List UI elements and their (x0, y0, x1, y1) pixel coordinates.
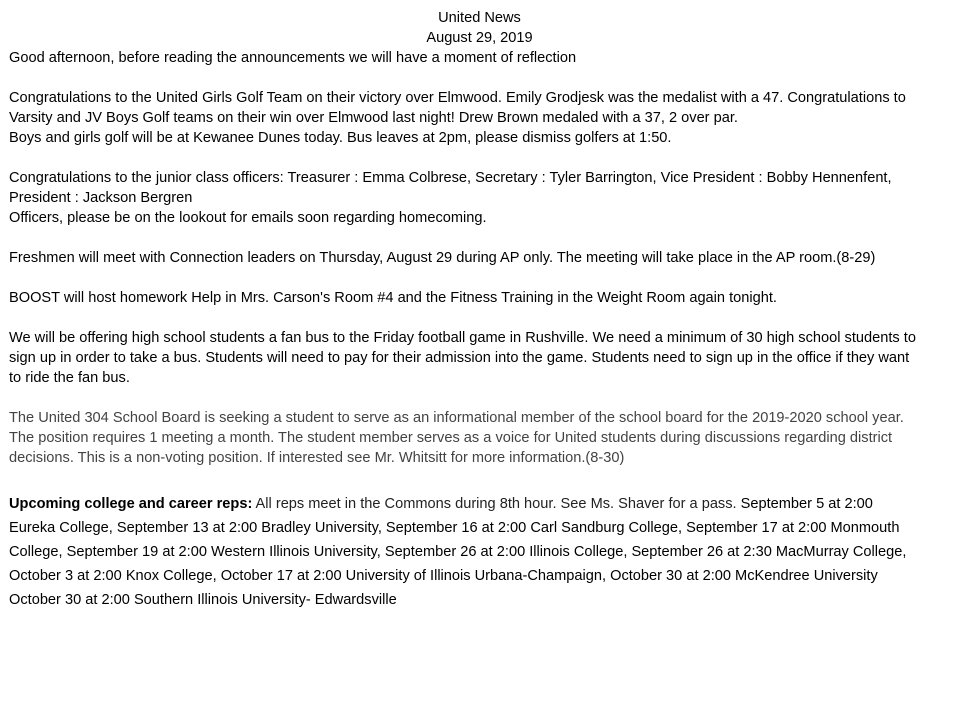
reps-heading: Upcoming college and career reps: (9, 496, 253, 512)
reps-line-tail: September 5 at 2:00 (736, 496, 873, 512)
golf-announcement (9, 88, 950, 148)
reps-line: October 30 at 2:00 Southern Illinois University- Edwardsville (9, 592, 397, 608)
golf-line: Boys and girls golf will be at Kewanee Dunes today. Bus leaves at 2pm, please dismiss golfers at 1:50. (9, 130, 672, 146)
college-reps-announcement (9, 492, 950, 612)
reps-line: Eureka College, September 13 at 2:00 Bradley University, September 16 at 2:00 Carl Sandburg College, September 17 at 2:00 Monmouth (9, 520, 900, 536)
officers-line: Officers, please be on the lookout for emails soon regarding homecoming. (9, 210, 487, 226)
spacer (9, 68, 950, 88)
spacer (9, 388, 950, 408)
reps-line: College, September 19 at 2:00 Western Illinois University, September 26 at 2:00 Illinois College, September 26 at 2:30 MacMurray College, (9, 544, 907, 560)
fanbus-announcement (9, 328, 950, 388)
officers-line: Congratulations to the junior class officers: Treasurer : Emma Colbrese, Secretary : Tyler Barrington, Vice President : Bobby Hennenfent, (9, 170, 892, 186)
fanbus-line: sign up in order to take a bus. Students will need to pay for their admission into the game. Students need to sign up in the office if they want (9, 350, 910, 366)
spacer (9, 148, 950, 168)
school-board-announcement (9, 408, 950, 468)
officers-announcement (9, 168, 950, 228)
fanbus-line: to ride the fan bus. (9, 370, 130, 386)
fanbus-line: We will be offering high school students a fan bus to the Friday football game in Rushville. We need a minimum of 30 high school students to (9, 330, 916, 346)
intro-text: Good afternoon, before reading the announcements we will have a moment of reflection (9, 50, 577, 66)
board-line: decisions. This is a non-voting position. If interested see Mr. Whitsitt for more information.(8-30) (9, 450, 625, 466)
document-title: United News (438, 10, 521, 26)
reps-line (9, 492, 950, 516)
golf-line: Congratulations to the United Girls Golf Team on their victory over Elmwood. Emily Grodjesk was the medalist with a 47. Congratulations to (9, 90, 906, 106)
board-line: The position requires 1 meeting a month. The student member serves as a voice for United students during discussions regarding district (9, 430, 893, 446)
spacer (9, 268, 950, 288)
document-date: August 29, 2019 (426, 30, 533, 46)
spacer (9, 308, 950, 328)
spacer (9, 468, 950, 488)
reps-line: October 3 at 2:00 Knox College, October 17 at 2:00 University of Illinois Urbana-Champaign, October 30 at 2:00 McKendree University (9, 568, 878, 584)
officers-line: President : Jackson Bergren (9, 190, 193, 206)
spacer (9, 228, 950, 248)
freshmen-announcement: Freshmen will meet with Connection leaders on Thursday, August 29 during AP only. The meeting will take place in the AP room.(8-29) (9, 250, 876, 266)
boost-announcement: BOOST will host homework Help in Mrs. Carson's Room #4 and the Fitness Training in the Weight Room again tonight. (9, 290, 777, 306)
golf-line: Varsity and JV Boys Golf teams on their win over Elmwood last night! Drew Brown medaled with a 37, 2 over par. (9, 110, 738, 126)
board-line: The United 304 School Board is seeking a student to serve as an informational member of the school board for the 2019-2020 school year. (9, 410, 904, 426)
reps-intro: All reps meet in the Commons during 8th hour. See Ms. Shaver for a pass. (252, 496, 737, 512)
